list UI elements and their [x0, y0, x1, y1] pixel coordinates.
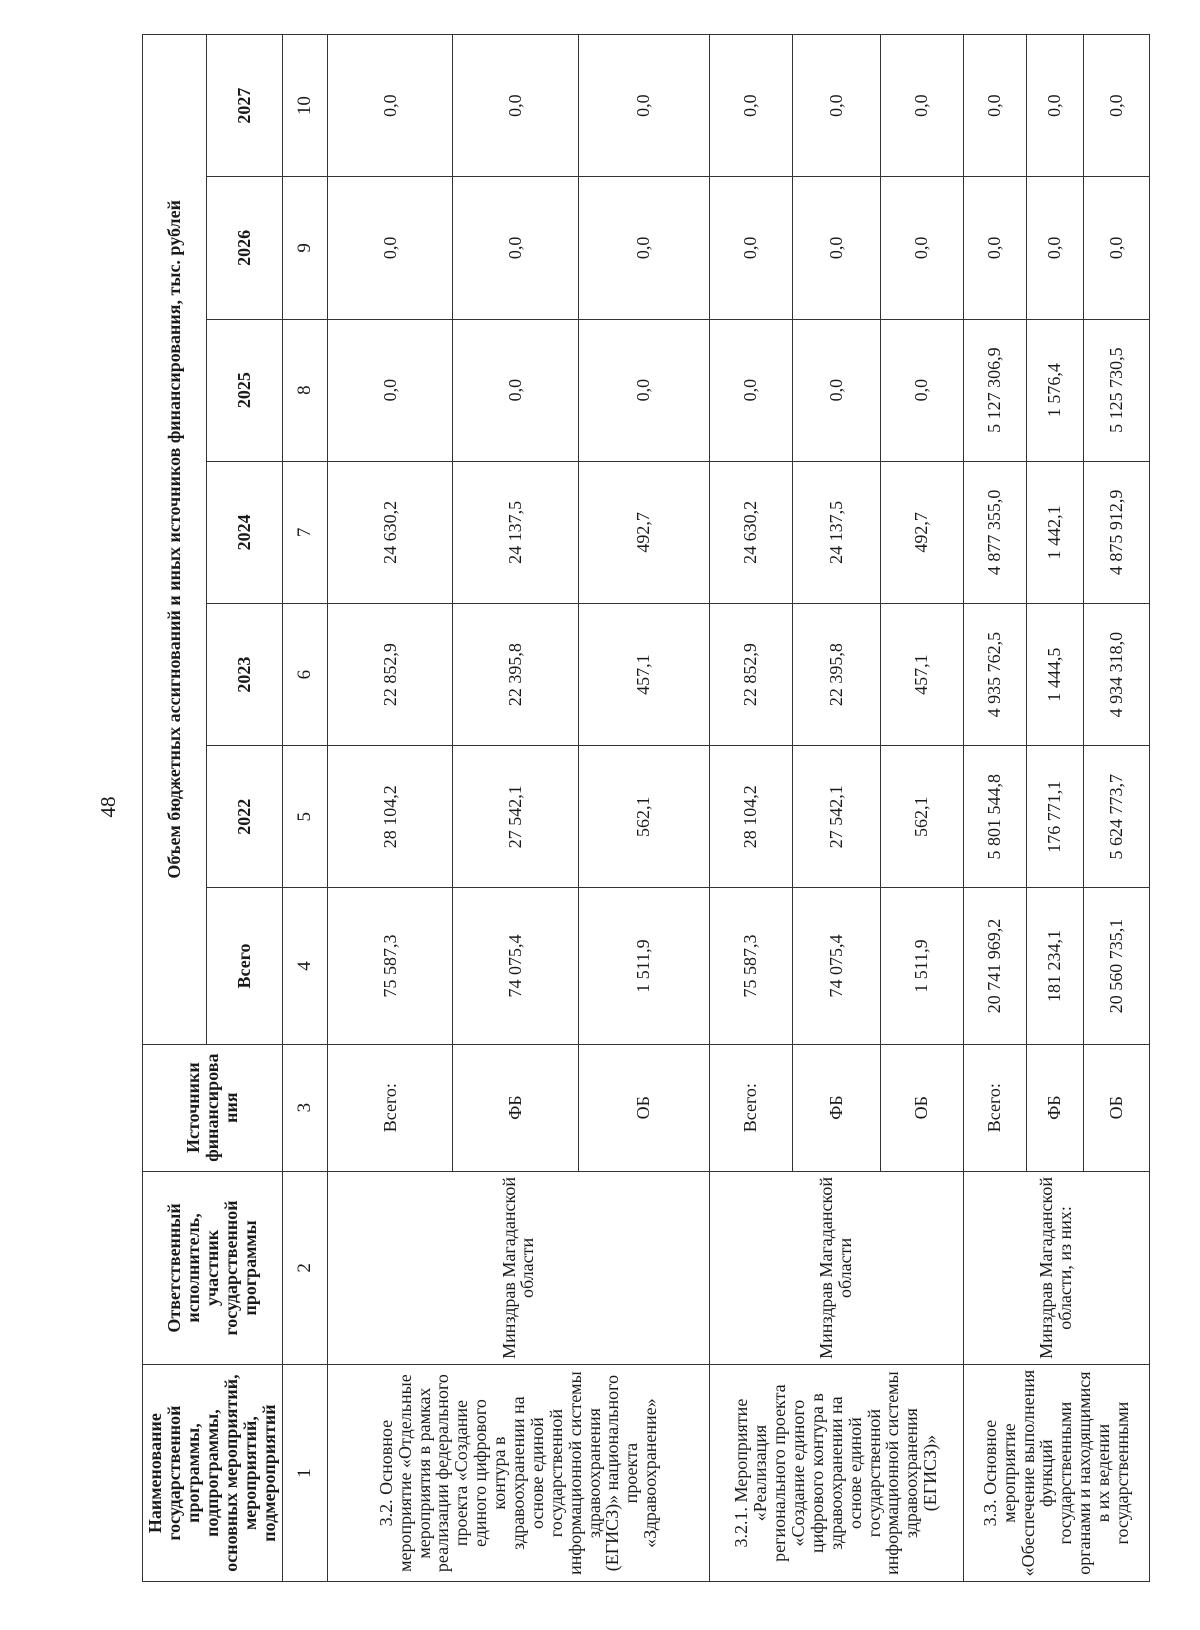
value-cell: 492,7	[880, 461, 963, 603]
value-cell: 0,0	[1026, 35, 1083, 177]
page-number: 48	[96, 796, 120, 818]
value-cell: 28 104,2	[328, 746, 453, 888]
source-cell: Всего:	[709, 1044, 792, 1171]
value-cell: 492,7	[578, 461, 709, 603]
value-cell: 0,0	[880, 177, 963, 319]
source-cell: ОБ	[880, 1044, 963, 1171]
value-cell: 1 442,1	[1026, 461, 1083, 603]
value-cell: 4 935 762,5	[963, 603, 1026, 745]
value-cell: 176 771,1	[1026, 746, 1083, 888]
value-cell: 0,0	[880, 319, 963, 461]
value-cell: 5 125 730,5	[1084, 319, 1150, 461]
value-cell: 0,0	[792, 35, 880, 177]
value-cell: 4 877 355,0	[963, 461, 1026, 603]
value-cell: 457,1	[578, 603, 709, 745]
value-cell: 24 137,5	[792, 461, 880, 603]
value-cell: 22 395,8	[453, 603, 578, 745]
value-cell: 74 075,4	[792, 888, 880, 1044]
value-cell: 20 560 735,1	[1084, 888, 1150, 1044]
value-cell: 22 852,9	[328, 603, 453, 745]
header-year: 2023	[207, 603, 283, 745]
column-number: 1	[283, 1365, 328, 1582]
value-cell: 0,0	[963, 35, 1026, 177]
value-cell: 27 542,1	[453, 746, 578, 888]
value-cell: 24 630,2	[328, 461, 453, 603]
header-year: 2027	[207, 35, 283, 177]
value-cell: 0,0	[792, 177, 880, 319]
value-cell: 4 934 318,0	[1084, 603, 1150, 745]
source-cell: ФБ	[1026, 1044, 1083, 1171]
value-cell: 24 137,5	[453, 461, 578, 603]
value-cell: 22 852,9	[709, 603, 792, 745]
responsible-cell: Минздрав Магаданской области, из них:	[963, 1171, 1149, 1365]
source-cell: ФБ	[792, 1044, 880, 1171]
value-cell: 24 630,2	[709, 461, 792, 603]
header-responsible: Ответственный исполнитель, участник государственной программы	[143, 1171, 283, 1365]
column-number: 2	[283, 1171, 328, 1365]
value-cell: 5 127 306,9	[963, 319, 1026, 461]
value-cell: 562,1	[578, 746, 709, 888]
value-cell: 0,0	[880, 35, 963, 177]
value-cell: 0,0	[328, 35, 453, 177]
column-number: 6	[283, 603, 328, 745]
value-cell: 0,0	[709, 35, 792, 177]
column-number: 8	[283, 319, 328, 461]
value-cell: 0,0	[578, 177, 709, 319]
header-year: 2026	[207, 177, 283, 319]
value-cell: 0,0	[1026, 177, 1083, 319]
value-cell: 0,0	[453, 35, 578, 177]
value-cell: 0,0	[453, 319, 578, 461]
rotated-page	[142, 34, 1150, 1582]
header-year: 2022	[207, 746, 283, 888]
header-name: Наименование государственной программы, подпрограммы, основных мероприятий, мероприятий, подмероприятий	[143, 1365, 283, 1582]
column-number: 5	[283, 746, 328, 888]
column-number: 7	[283, 461, 328, 603]
value-cell: 0,0	[709, 177, 792, 319]
value-cell: 562,1	[880, 746, 963, 888]
column-number: 3	[283, 1044, 328, 1171]
source-cell: Всего:	[963, 1044, 1026, 1171]
value-cell: 0,0	[1084, 177, 1150, 319]
source-cell: Всего:	[328, 1044, 453, 1171]
table-row	[963, 35, 1026, 1582]
table-row	[328, 35, 453, 1582]
value-cell: 5 801 544,8	[963, 746, 1026, 888]
header-year: 2025	[207, 319, 283, 461]
value-cell: 22 395,8	[792, 603, 880, 745]
value-cell: 28 104,2	[709, 746, 792, 888]
measure-name: 3.3. Основное мероприятие «Обеспечение выполнения функций государственными органами и находящимися в их ведении государственными	[963, 1365, 1149, 1582]
value-cell: 0,0	[1084, 35, 1150, 177]
value-cell: 0,0	[792, 319, 880, 461]
value-cell: 0,0	[709, 319, 792, 461]
value-cell: 1 511,9	[578, 888, 709, 1044]
value-cell: 20 741 969,2	[963, 888, 1026, 1044]
value-cell: 0,0	[963, 177, 1026, 319]
value-cell: 1 444,5	[1026, 603, 1083, 745]
column-number: 10	[283, 35, 328, 177]
financing-table	[142, 34, 1150, 1582]
value-cell: 1 511,9	[880, 888, 963, 1044]
header-year: 2024	[207, 461, 283, 603]
responsible-cell: Минздрав Магаданской области	[328, 1171, 710, 1365]
value-cell: 0,0	[578, 319, 709, 461]
value-cell: 75 587,3	[709, 888, 792, 1044]
value-cell: 0,0	[328, 319, 453, 461]
value-cell: 4 875 912,9	[1084, 461, 1150, 603]
header-sources: Источники финансирова ния	[143, 1044, 283, 1171]
source-cell: ФБ	[453, 1044, 578, 1171]
header-year: Всего	[207, 888, 283, 1044]
value-cell: 0,0	[578, 35, 709, 177]
column-number: 9	[283, 177, 328, 319]
source-cell: ОБ	[1084, 1044, 1150, 1171]
value-cell: 1 576,4	[1026, 319, 1083, 461]
table-row	[709, 35, 792, 1582]
value-cell: 75 587,3	[328, 888, 453, 1044]
responsible-cell: Минздрав Магаданской области	[709, 1171, 963, 1365]
value-cell: 181 234,1	[1026, 888, 1083, 1044]
column-number: 4	[283, 888, 328, 1044]
value-cell: 457,1	[880, 603, 963, 745]
header-volume-group: Объем бюджетных ассигнований и иных источников финансирования, тыс. рублей	[143, 35, 207, 1045]
value-cell: 74 075,4	[453, 888, 578, 1044]
value-cell: 5 624 773,7	[1084, 746, 1150, 888]
measure-name: 3.2.1. Мероприятие «Реализация регионального проекта «Создание единого цифрового контура в здравоохранении на основе единой государственной информационной системы здравоохранения (ЕГИСЗ)»	[709, 1365, 963, 1582]
source-cell: ОБ	[578, 1044, 709, 1171]
value-cell: 0,0	[328, 177, 453, 319]
value-cell: 27 542,1	[792, 746, 880, 888]
value-cell: 0,0	[453, 177, 578, 319]
measure-name: 3.2. Основное мероприятие «Отдельные мероприятия в рамках реализации федерального проекта «Создание единого цифрового контура в здравоохранении на основе единой государственной информационной системы здравоохранения (ЕГИСЗ)» национального проекта «Здравоохранение»	[328, 1365, 710, 1582]
